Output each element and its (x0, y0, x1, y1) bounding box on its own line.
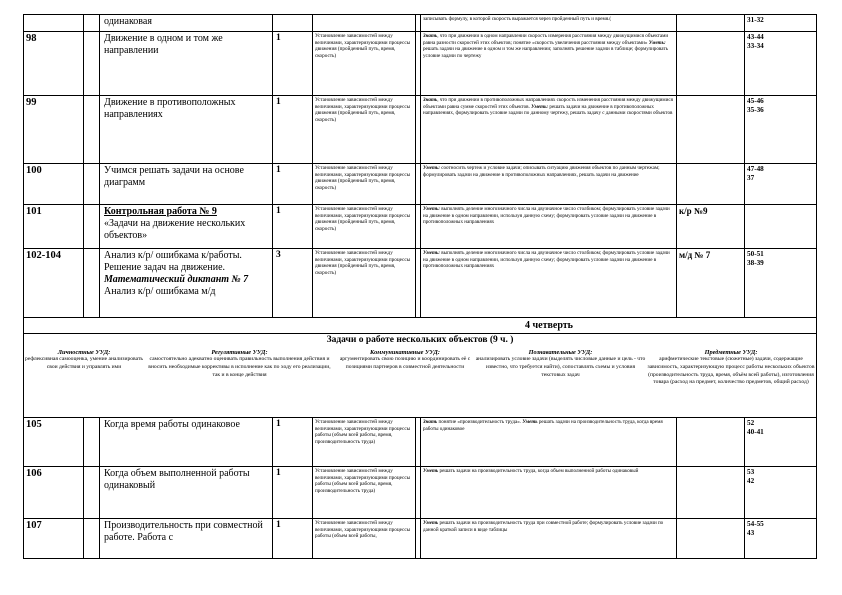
lesson-number: 106 (24, 467, 84, 519)
knowledge-label: Уметь: (423, 250, 440, 256)
knowledge-label: Уметь: (648, 39, 666, 46)
textbook-pages (745, 205, 817, 249)
knowledge-label: Уметь (423, 520, 439, 526)
hours-count: 1 (273, 418, 313, 467)
uud-head: Познавательные УУД: (528, 349, 593, 356)
control-type: м/д № 7 (677, 249, 745, 318)
page-line: 52 (747, 419, 755, 427)
lesson-number: 100 (24, 164, 84, 205)
table-row (24, 519, 817, 559)
uud-column (24, 347, 144, 387)
topic-text: Учимся решать задачи на основе диаграмм (104, 165, 244, 188)
uud-text: самостоятельно адекватно оценивать правильность выполнения действия и вносить необходимые коррективы в исполнение как по ходу его реализации, так и в конце действия (148, 356, 331, 378)
knowledge-text (421, 467, 677, 519)
topic-tail: Анализ к/р/ ошибкама м/д (104, 286, 216, 297)
lesson-number: 98 (24, 32, 84, 96)
textbook-pages (745, 418, 817, 467)
hours-count: 3 (273, 249, 313, 318)
topic-text: Движение в одном и том же направлении (104, 33, 223, 56)
control-type (677, 96, 745, 164)
topic-text: Производительность при совместной работе. Работа с (104, 520, 263, 543)
knowledge-text (421, 164, 677, 205)
skills-text: Установление зависимостей между величинами, характеризующими процессы движения (пройденный путь, время, скорость) (313, 249, 416, 318)
empty-cell (84, 249, 100, 318)
empty-cell (84, 519, 100, 559)
textbook-pages (745, 467, 817, 519)
empty-cell (84, 418, 100, 467)
page-line: 47-48 (747, 165, 764, 173)
topic-text: одинаковая (104, 16, 152, 27)
control-type (677, 15, 745, 32)
table-row (24, 467, 817, 519)
lesson-number: 102-104 (24, 249, 84, 318)
knowledge-body: , что при движении в противоположных направлениях скорость изменения расстояния между движущимися объектами равна сумме скоростей этих объектов. (423, 97, 673, 110)
knowledge-body: , что при движении в одном направлении скорость измерения расстояния между движущимися объектами равна разности скоростей этих объектов; понятие «скорость увеличения расстояния между объектами» (423, 33, 669, 46)
knowledge-label: Уметь: (531, 103, 549, 110)
hours-count: 1 (273, 164, 313, 205)
knowledge-label: Уметь (423, 468, 439, 474)
topic-text: Движение в противоположных направлениях (104, 97, 236, 120)
page-line: 53 (747, 468, 755, 476)
knowledge-label: Знать (423, 97, 438, 103)
knowledge-text (421, 519, 677, 559)
table-row (24, 96, 817, 164)
table-row (24, 164, 817, 205)
topic-bold: Контрольная работа № 9 (104, 206, 217, 217)
topic-text: «Задачи на движение нескольких объектов» (104, 218, 246, 241)
page-line: 38-39 (747, 259, 764, 267)
control-type (677, 164, 745, 205)
knowledge-body: решать задачи на производительность труда при совместной работе; формулировать условие задачи по данной краткой записи в виде таблицы (423, 520, 664, 533)
table-body-section (24, 318, 817, 418)
lesson-topic (100, 32, 273, 96)
textbook-pages (745, 96, 817, 164)
table-body-top (24, 15, 817, 318)
lesson-topic (100, 249, 273, 318)
page-line: 33-34 (747, 42, 764, 50)
lesson-plan-table (23, 14, 817, 559)
page-line: 35-36 (747, 106, 764, 114)
textbook-pages (745, 32, 817, 96)
table-row (24, 32, 817, 96)
knowledge-body: решать задачи на движение в одном и том же направлении; заполнять решение задачи в таблице; формулировать условие задачи по чертежу (423, 46, 668, 59)
page-line: 42 (747, 477, 755, 485)
skills-text: Установление зависимостей между величинами, характеризующими процессы движения (пройденный путь, время, скорость) (313, 205, 416, 249)
lesson-number (24, 15, 84, 32)
uud-text: арифметические текстовые (сюжетные) задачи, содержащие зависимость, характеризующую процесс работы нескольких объектов (производительность труда, время, объём всей работы), изготовления товара (расход на предмет, количество предметов, общий расход) (647, 356, 815, 386)
lesson-topic (100, 418, 273, 467)
lesson-number: 101 (24, 205, 84, 249)
quarter-title: 4 четверть (24, 318, 817, 334)
hours-count: 1 (273, 32, 313, 96)
uud-head: Коммуникативные УУД: (370, 349, 440, 356)
empty-cell (84, 96, 100, 164)
uud-head: Предметные УУД: (704, 349, 758, 356)
lesson-topic (100, 15, 273, 32)
lesson-number: 107 (24, 519, 84, 559)
knowledge-text (421, 96, 677, 164)
control-type (677, 32, 745, 96)
empty-cell (84, 467, 100, 519)
hours-count: 1 (273, 96, 313, 164)
page-line: 31-32 (747, 16, 764, 24)
table-row (24, 15, 817, 32)
uud-column (646, 347, 816, 387)
skills-text: Установление зависимостей между величинами, характеризующими процессы движения (пройденный путь, время, скорость) (313, 164, 416, 205)
textbook-pages (745, 164, 817, 205)
knowledge-body: решать задачи на движение в противоположных направлениях, формулировать условие задачи по данному чертежу, решать задачу с данными скоростями объектов (423, 103, 673, 116)
section-title: Задачи о работе нескольких объектов (9 ч. ) (326, 335, 514, 345)
uud-head: Личностные УУД: (57, 349, 111, 356)
skills-text: Установление зависимостей между величинами, характеризующими процессы работы (объем всей работы, (313, 519, 416, 559)
knowledge-body: понятие «производительность труда». (437, 419, 522, 425)
knowledge-label: Знать (423, 33, 438, 39)
uud-text: аргументировать свою позицию и координировать её с позициями партнеров в совместной деятельности (339, 356, 471, 370)
table-row (24, 249, 817, 318)
page-line: 54-55 (747, 520, 764, 528)
lesson-topic (100, 519, 273, 559)
knowledge-body: соотносить чертеж и условие задачи; описывать ситуацию движения объектов по данным чертежам; формулировать задачи на движение в противоположных направлениях, решать задачи на движение (423, 165, 660, 178)
lesson-number: 99 (24, 96, 84, 164)
knowledge-label: Знать (423, 419, 438, 425)
topic-text: Когда время работы одинаковое (104, 419, 240, 430)
empty-cell (84, 205, 100, 249)
page-line: 43 (747, 529, 755, 537)
hours-count: 1 (273, 519, 313, 559)
knowledge-body: решать задачи на производительность труда, когда время работы одинаковое (423, 419, 663, 432)
lesson-topic (100, 205, 273, 249)
textbook-pages (745, 519, 817, 559)
page-line: 45-46 (747, 97, 764, 105)
control-type (677, 467, 745, 519)
quarter-row (24, 318, 817, 334)
skills-text: Установление зависимостей между величинами, характеризующими процессы работы (объем всей работы, время, производительность труда) (313, 467, 416, 519)
topic-text: Когда объем выполненной работы одинаковый (104, 468, 250, 491)
control-type (677, 519, 745, 559)
hours-count: 1 (273, 205, 313, 249)
knowledge-text (421, 15, 677, 32)
knowledge-text (421, 418, 677, 467)
uud-column (335, 347, 475, 387)
table-row (24, 418, 817, 467)
table-row (24, 205, 817, 249)
topic-text: Анализ к/р/ ошибкама к/работы. Решение задач на движение. (104, 250, 242, 273)
table-body-bottom (24, 418, 817, 559)
textbook-pages (745, 15, 817, 32)
knowledge-text (421, 249, 677, 318)
hours-count (273, 15, 313, 32)
skills-text (313, 15, 416, 32)
page-line: 43-44 (747, 33, 764, 41)
skills-text: Установление зависимостей между величинами, характеризующими процессы движения (пройденный путь, время, скорость) (313, 32, 416, 96)
knowledge-body: выполнять деление многозначного числа на двузначное число столбиком; формулировать условие задачи на движение в одном направлении, используя данную схему; формулировать условие задачи на движение в противоположных направлениях (423, 250, 670, 269)
page-line: 37 (747, 174, 755, 182)
knowledge-label: Уметь: (423, 165, 440, 171)
skills-text: Установление зависимостей между величинами, характеризующими процессы движения (пройденный путь, время, скорость) (313, 96, 416, 164)
uud-column (476, 347, 646, 387)
lesson-topic (100, 164, 273, 205)
textbook-pages (745, 249, 817, 318)
uud-block (24, 345, 816, 387)
knowledge-text (421, 32, 677, 96)
skills-text: Установление зависимостей между величинами, характеризующими процессы работы (объем всей работы, время, производительность труда) (313, 418, 416, 467)
page-line: 50-51 (747, 250, 764, 258)
section-header-row (24, 334, 817, 418)
hours-count: 1 (273, 467, 313, 519)
lesson-topic (100, 467, 273, 519)
section-header-cell (24, 334, 817, 418)
knowledge-body: решать задачи на производительность труда, когда объем выполненной работы одинаковый (438, 468, 639, 474)
empty-cell (84, 32, 100, 96)
knowledge-text (421, 205, 677, 249)
control-type: к/р №9 (677, 205, 745, 249)
knowledge-body: записывать формулу, в которой скорость выражается через пройденный путь и время.( (423, 16, 612, 22)
uud-text: рефлексивная самооценка, умение анализировать свои действия и управлять ими (25, 356, 143, 370)
knowledge-label: Уметь (522, 419, 538, 425)
knowledge-body: выполнять деление многозначного числа на двузначное число столбиком; формулировать условие задачи на движение в одном направлении, используя данную схему; формулировать условие задачи на движение в противоположных направлениях (423, 206, 670, 225)
uud-head: Регулятивные УУД: (211, 349, 268, 356)
empty-cell (84, 164, 100, 205)
lesson-topic (100, 96, 273, 164)
knowledge-label: Уметь: (423, 206, 440, 212)
control-type (677, 418, 745, 467)
uud-column (145, 347, 335, 387)
lesson-number: 105 (24, 418, 84, 467)
topic-italic: Математический диктант № 7 (104, 274, 249, 285)
page-line: 40-41 (747, 428, 764, 436)
empty-cell (84, 15, 100, 32)
uud-text: анализировать условие задачи (выделять числовые данные и цель - что известно, что требуется найти), сопоставлять схемы и условия текстовых задач (475, 356, 646, 378)
